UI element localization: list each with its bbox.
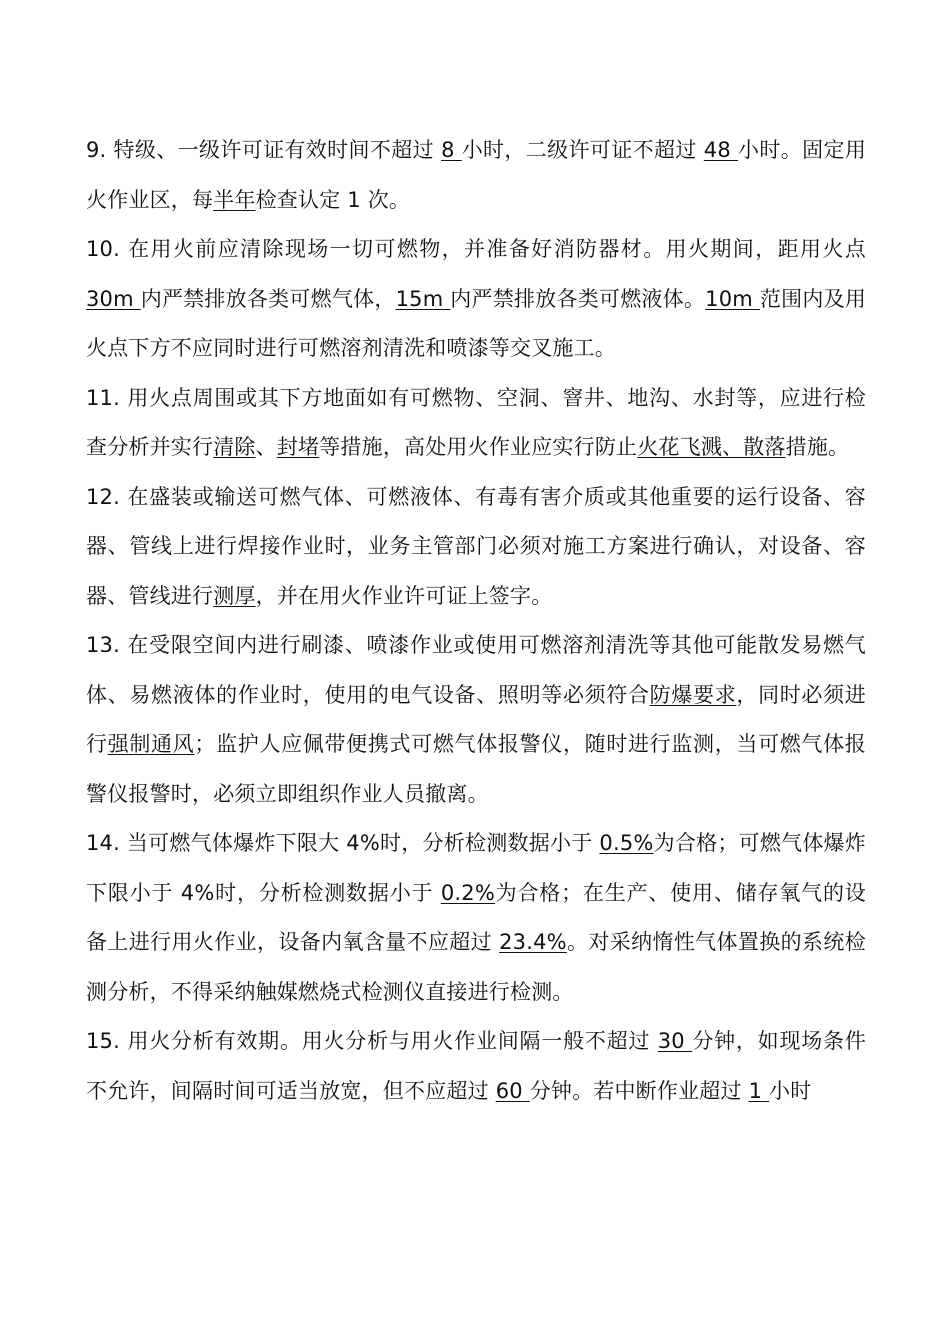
text-segment: 小时，二级许可证不超过 (461, 138, 704, 162)
text-segment: 内严禁排放各类可燃气体， (140, 286, 396, 311)
underlined-answer: 清除 (213, 435, 256, 459)
text-segment: 内严禁排放各类可燃液体。 (450, 286, 706, 311)
text-segment: 10. 在用火前应清除现场一切可燃物，并准备好消防器材。用火期间，距用火点 (86, 237, 866, 261)
underlined-answer: 48 (703, 138, 738, 162)
underlined-answer: 0.5% (599, 831, 654, 855)
text-segment: 措施。 (785, 435, 850, 459)
underlined-answer: 30m (86, 286, 141, 311)
text-segment: 为合格；在生产、使用、储存氧气的设备上进行用火作业，设备内氧含量不应超过 (86, 880, 867, 954)
underlined-answer: 8 (441, 138, 462, 162)
text-segment: 等措施，高处用火作业应实行防止 (319, 435, 638, 459)
underlined-answer: 0.2% (440, 880, 496, 905)
text-segment: 15. 用火分析有效期。用火分析与用火作业间隔一般不超过 (86, 1029, 658, 1053)
text-segment: ，同时必须进行 (86, 682, 866, 756)
text-segment: 12. 在盛装或输送可燃气体、可燃液体、有毒有害介质或其他重要的运行设备、容器、管线上进行焊接作业时，业务主管部门必须对施工方案进行确认，对设备、容器、管线进行 (86, 484, 866, 608)
paragraph-11 (86, 374, 866, 473)
text-segment: 分钟。若中断作业超过 (529, 1078, 749, 1103)
underlined-answer: 23.4% (499, 930, 567, 954)
text-segment: 9. 特级、一级许可证有效时间不超过 (86, 138, 442, 162)
paragraph-9 (86, 126, 866, 225)
paragraph-15 (86, 1017, 866, 1116)
underlined-answer: 60 (495, 1078, 530, 1103)
text-segment: 检查认定 1 次。 (255, 187, 411, 212)
text-segment: ，并在用火作业许可证上签字。 (255, 583, 553, 608)
text-segment: 分钟，如现场条件不允许，间隔时间可适当放宽，但不应超过 (86, 1029, 867, 1103)
text-segment: 11. 用火点周围或其下方地面如有可燃物、空洞、窨井、地沟、水封等，应进行检查分析并实行 (86, 385, 866, 459)
paragraph-13 (86, 621, 866, 819)
document-page (86, 126, 866, 1116)
underlined-answer: 1 (748, 1078, 769, 1103)
underlined-answer: 10m (705, 286, 760, 311)
underlined-answer: 30 (657, 1029, 693, 1053)
text-segment: 13. 在受限空间内进行刷漆、喷漆作业或使用可燃溶剂清洗等其他可能散发易燃气体、易燃液体的作业时，使用的电气设备、照明等必须符合 (86, 633, 866, 707)
paragraph-14 (86, 819, 866, 1017)
underlined-answer: 火花飞溅、散落 (637, 435, 786, 459)
text-segment: 、 (255, 435, 277, 459)
text-segment: 小时。固定用火作业区，每 (86, 138, 867, 212)
underlined-answer: 半年 (213, 187, 256, 212)
paragraph-12 (86, 473, 866, 622)
text-segment: ；监护人应佩带便携式可燃气体报警仪，随时进行监测，当可燃气体报警仪报警时，必须立即组织作业人员撤离。 (86, 732, 866, 806)
text-segment: 范围内及用火点下方不应同时进行可燃溶剂清洗和喷漆等交叉施工。 (86, 286, 867, 360)
text-segment: 14. 当可燃气体爆炸下限大 4%时，分析检测数据小于 (86, 831, 600, 855)
paragraph-10 (86, 225, 866, 374)
underlined-answer: 测厚 (213, 583, 256, 608)
text-segment: 小时 (769, 1078, 812, 1103)
underlined-answer: 封堵 (276, 435, 320, 459)
underlined-answer: 强制通风 (107, 732, 195, 756)
text-segment: 。对采纳惰性气体置换的系统检测分析，不得采纳触媒燃烧式检测仪直接进行检测。 (86, 930, 866, 1004)
underlined-answer: 防爆要求 (649, 682, 737, 707)
underlined-answer: 15m (395, 286, 451, 311)
text-segment: 为合格；可燃气体爆炸下限小于 4%时，分析检测数据小于 (86, 831, 867, 905)
